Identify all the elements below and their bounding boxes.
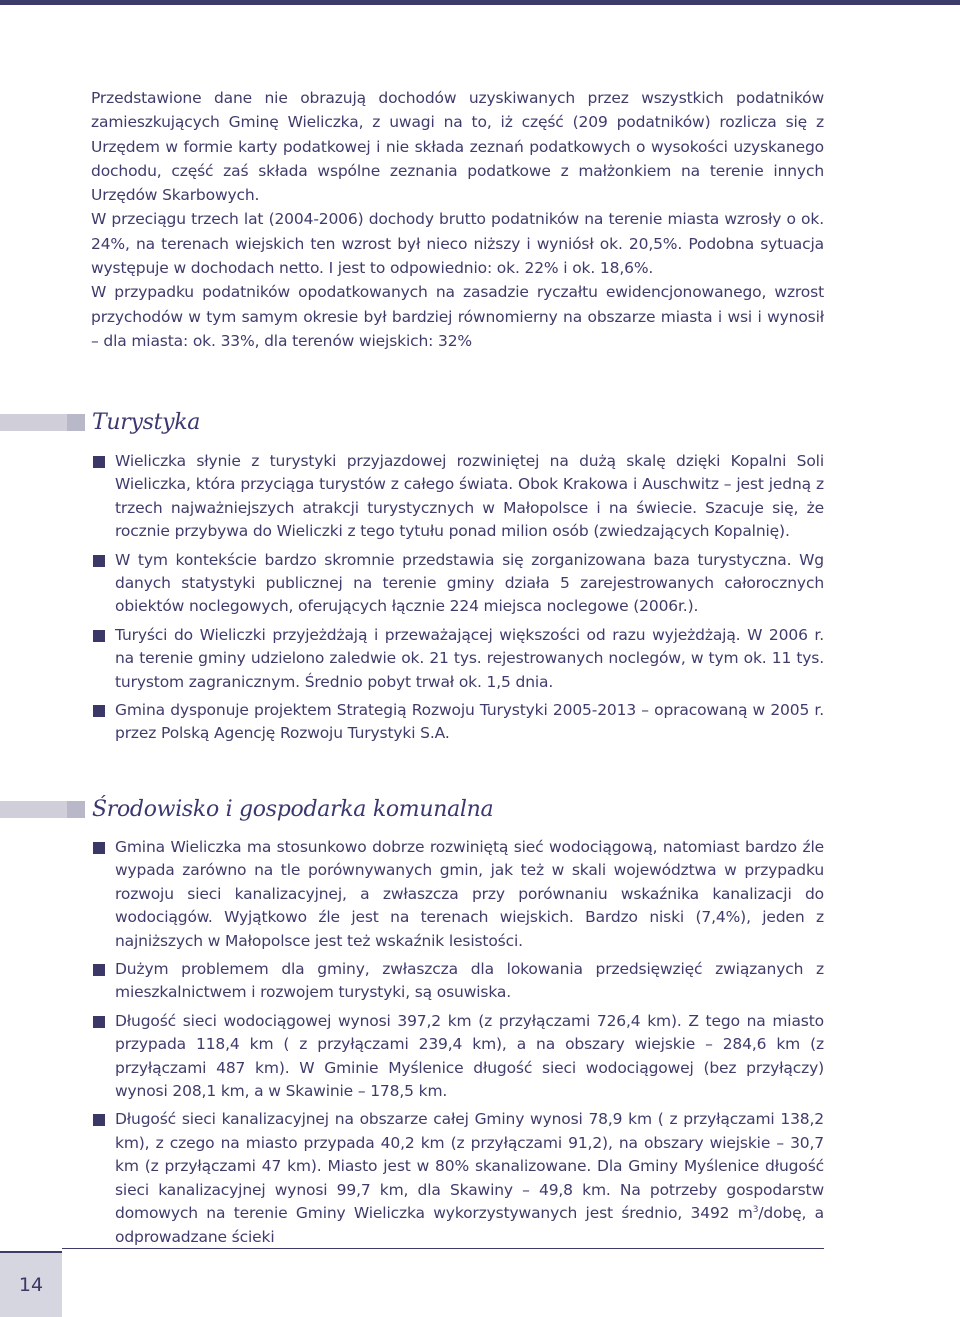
list-item: W tym kontekście bardzo skromnie przedstawia się zorganizowana baza turystyczna. Wg danych statystyki publicznej na terenie gminy działa 5 zarejestrowanych całorocznych obiektów noclegowych, oferujących łącznie 224 miejsca noclegowe (2006r.). [93,549,824,619]
section-heading-srodowisko [0,797,493,822]
superscript: 3 [752,1204,759,1215]
bullet-square-icon [93,964,105,976]
section-title: Środowisko i gospodarka komunalna [92,797,494,822]
bullet-square-icon [93,705,105,717]
text-run: Długość sieci kanalizacyjnej na obszarze całej Gminy wynosi 78,9 km ( z przyłączami 138,2 km), z czego na miasto przypada 40,2 km (z przyłączami 91,2), na obszary wiejskie – 30,7 km (z przyłączami 47 km). Miasto jest w 80% skanalizowane. Dla Gminy Myślenice długość sieci kanalizacyjnej wynosi 99,7 km, dla Skawiny – 49,8 km. Na potrzeby gospodarstw domowych na terenie Gminy Wieliczka wykorzystywanych jest średnio, 3492 m [115,1110,824,1223]
heading-bar [0,801,85,818]
list-item: Dużym problemem dla gminy, zwłaszcza dla lokowania przedsięwzięć związanych z mieszkalnictwem i rozwojem turystyki, są osuwiska. [93,958,824,1005]
turystyka-bullets [93,450,824,751]
list-item: Wieliczka słynie z turystyki przyjazdowej rozwiniętej na dużą skalę dzięki Kopalni Soli Wieliczka, która przyciąga turystów z całego świata. Obok Krakowa i Auschwitz – jest jedną z trzech najważniejszych atrakcji turystycznych w Małopolsce i na świecie. Szacuje się, że rocznie przybywa do Wieliczki z tego tytułu ponad milion osób (zwiedzających Kopalnię). [93,450,824,544]
bullet-square-icon [93,1114,105,1126]
bullet-square-icon [93,630,105,642]
list-item: Długość sieci wodociągowej wynosi 397,2 km (z przyłączami 726,4 km). Z tego na miasto przypada 118,4 km ( z przyłączami 239,4 km), a na obszary wiejskie – 284,6 km (z przyłączami 487 km). W Gminie Myślenice długość sieci wodociągowej (bez przyłączy) wynosi 208,1 km, a w Skawinie – 178,5 km. [93,1010,824,1104]
bottom-rule [62,1248,824,1249]
section-heading-turystyka [0,410,200,435]
page-number: 14 [18,1274,44,1296]
text-run: /dobę, a odprowadzane ścieki [115,1204,824,1246]
list-item [93,1108,824,1248]
intro-paragraph: W przypadku podatników opodatkowanych na zasadzie ryczałtu ewidencjonowanego, wzrost przychodów w tym samym okresie był bardziej równomierny na obszarze miasta i wsi i wynosił – dla miasta: ok. 33%, dla terenów wiejskich: 32% [91,283,824,350]
srodowisko-bullets [93,836,824,1254]
bullet-square-icon [93,456,105,468]
list-item: Gmina Wieliczka ma stosunkowo dobrze rozwiniętą sieć wodociągową, natomiast bardzo źle wypada zarówno na tle porównywanych gmin, jak też w skali województwa w przypadku rozwoju sieci kanalizacyjnej, a zwłaszcza przy porównaniu wskaźnika kanalizacji do wodociągów. Wyjątkowo źle jest na terenach wiejskich. Bardzo niski (7,4%), jeden z najniższych w Małopolsce jest też wskaźnik lesistości. [93,836,824,953]
heading-bar [0,414,85,431]
intro-paragraph: W przeciągu trzech lat (2004-2006) dochody brutto podatników na terenie miasta wzrosły o ok. 24%, na terenach wiejskich ten wzrost był nieco niższy i wyniósł ok. 20,5%. Podobna sytuacja występuje w dochodach netto. I jest to odpowiednio: ok. 22% i ok. 18,6%. [91,210,824,278]
page-number-box [0,1251,62,1317]
intro-paragraph: Przedstawione dane nie obrazują dochodów uzyskiwanych przez wszystkich podatników zamieszkujących Gminę Wieliczka, z uwagi na to, iż część (209 podatników) rozlicza się z Urzędem w formie karty podatkowej i nie składa zeznań podatkowych o wysokości uzyskanego dochodu, część zaś składa wspólne zeznania podatkowe z małżonkiem na terenie innych Urzędów Skarbowych. [91,89,824,205]
section-title: Turystyka [92,410,201,435]
bullet-square-icon [93,842,105,854]
bullet-square-icon [93,1016,105,1028]
bullet-square-icon [93,555,105,567]
top-rule [0,0,960,5]
intro-text [91,86,824,353]
list-item: Gmina dysponuje projektem Strategią Rozwoju Turystyki 2005-2013 – opracowaną w 2005 r. przez Polską Agencję Rozwoju Turystyki S.A. [93,699,824,746]
list-item: Turyści do Wieliczki przyjeżdżają i przeważającej większości od razu wyjeżdżają. W 2006 r. na terenie gminy udzielono zaledwie ok. 21 tys. rejestrowanych noclegów, w tym ok. 11 tys. turystom zagranicznym. Średnio pobyt trwał ok. 1,5 dnia. [93,624,824,694]
